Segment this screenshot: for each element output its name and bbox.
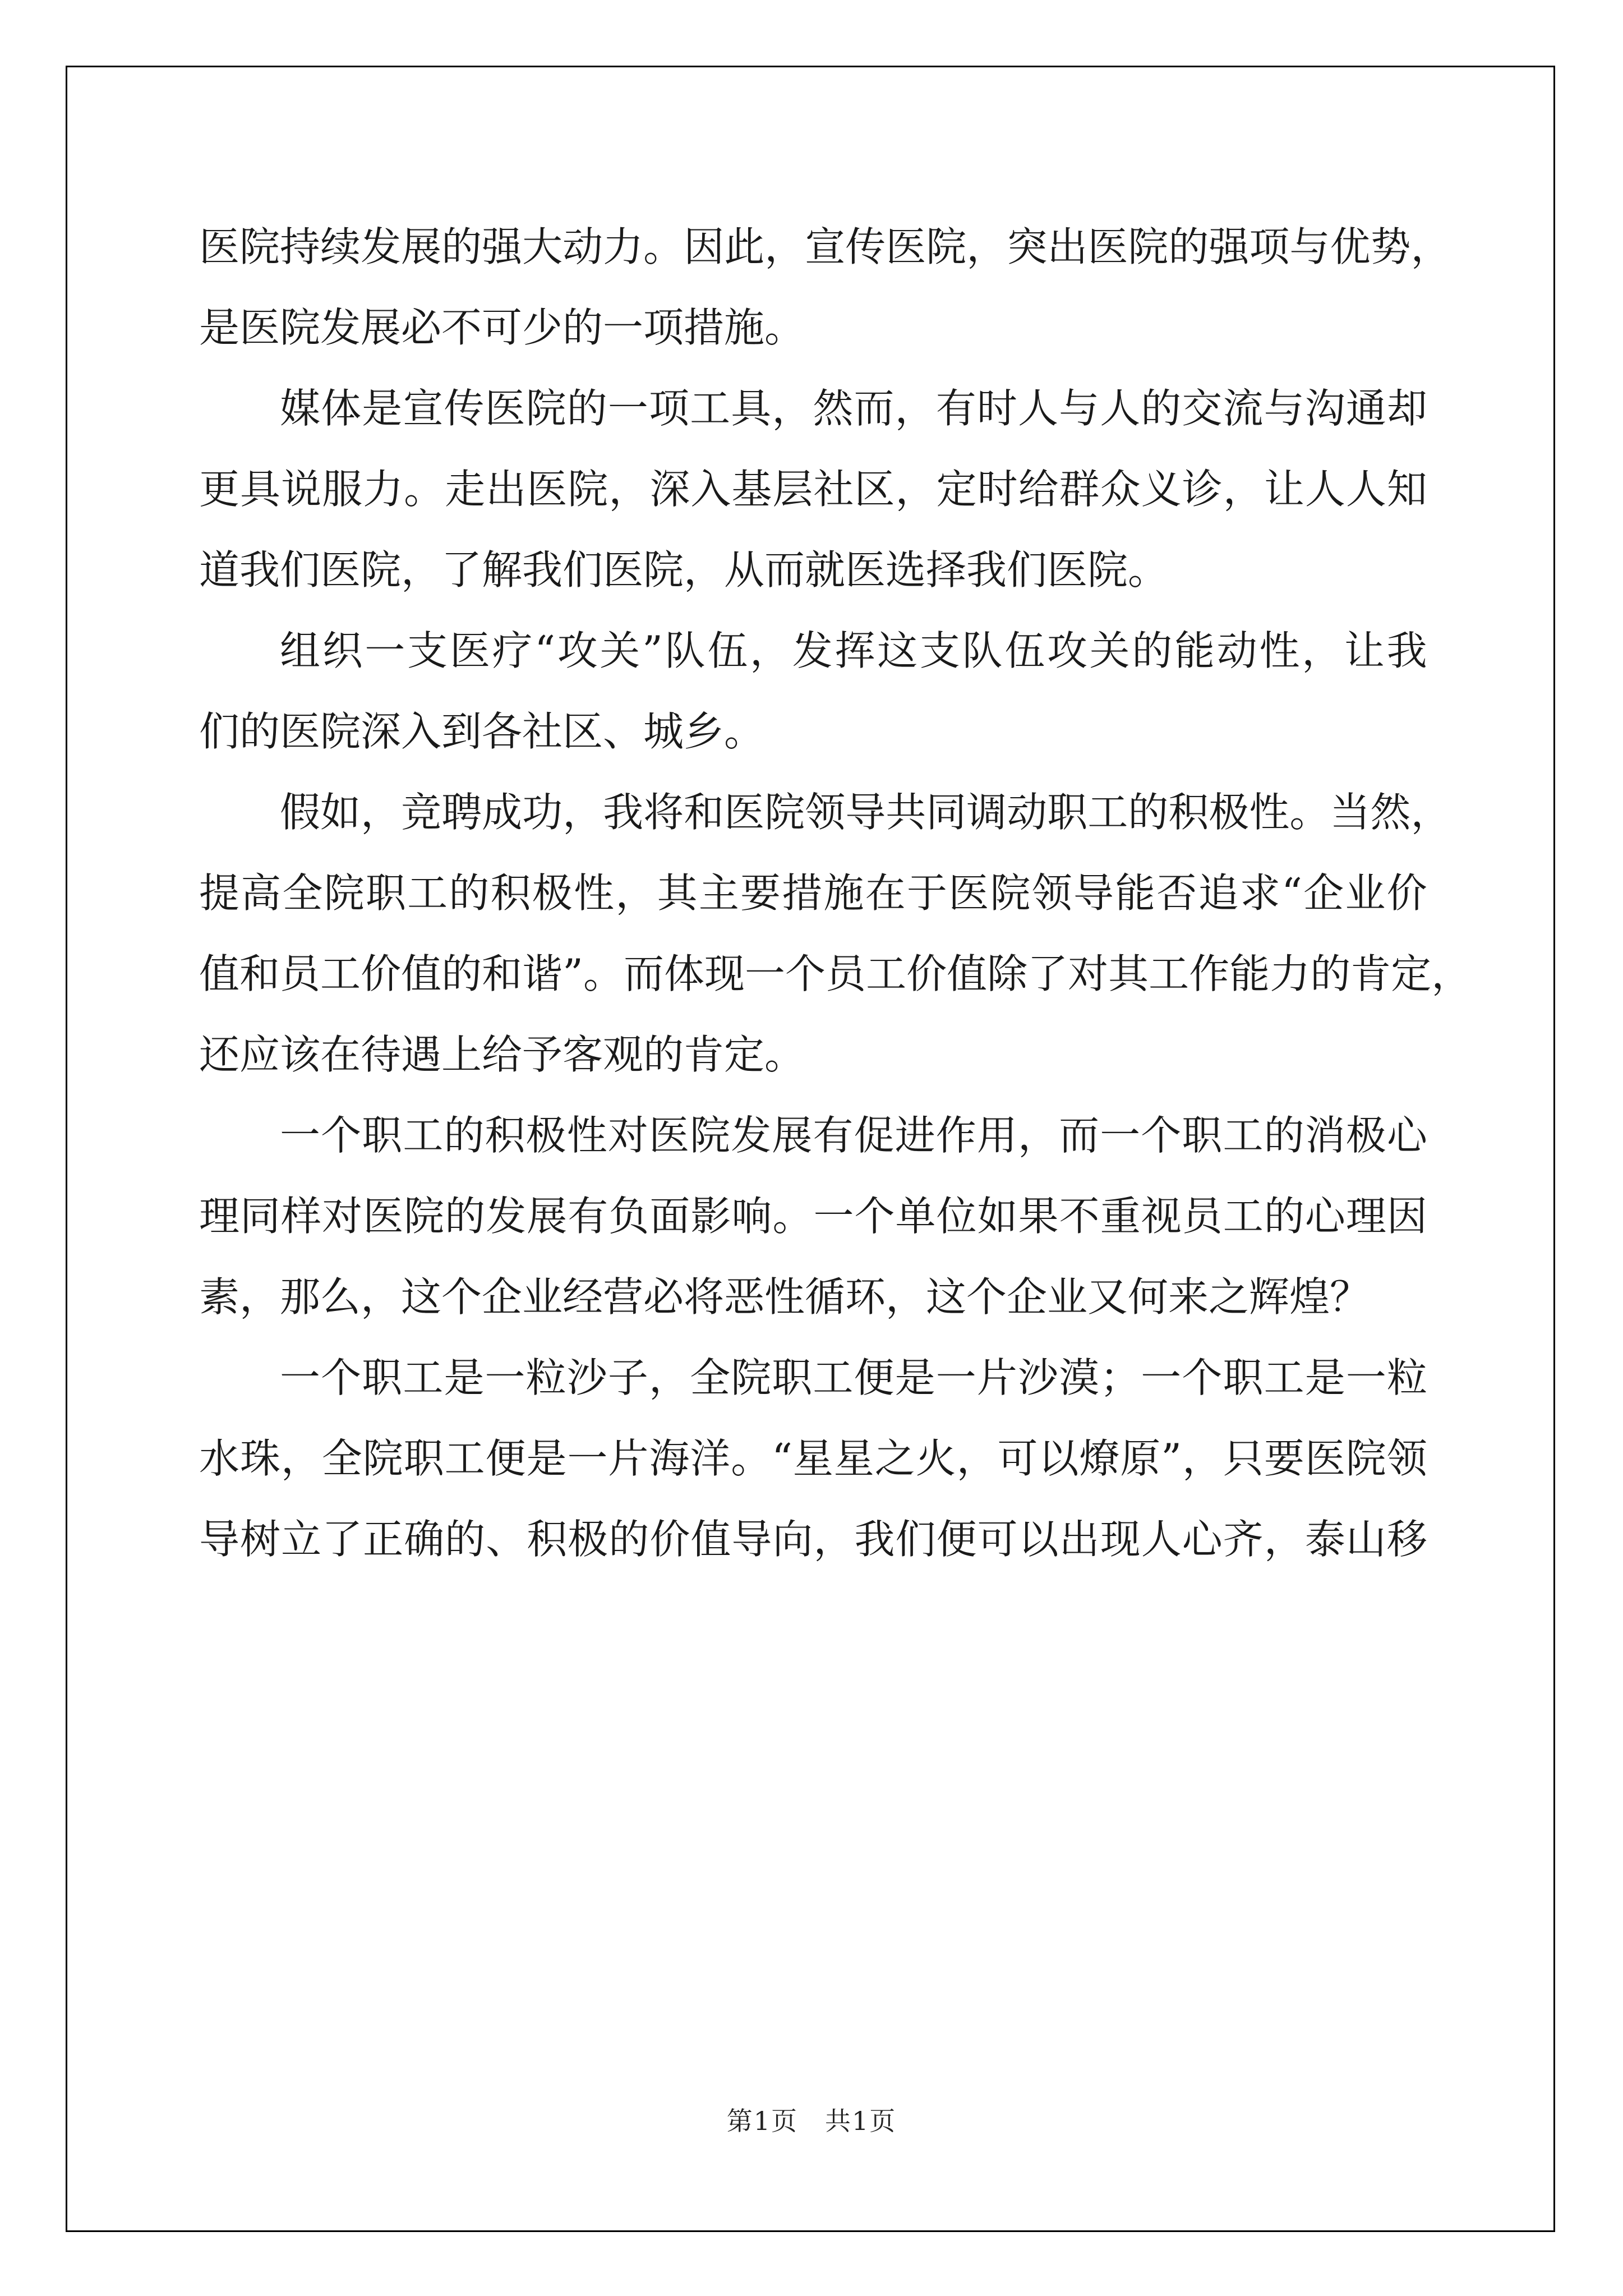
text-line: 们的医院深入到各社区、城乡。 [199, 708, 765, 755]
page-footer: 第1页 共1页 [726, 2106, 897, 2136]
text-line: 素，那么，这个企业经营必将恶性循环，这个企业又何来之辉煌？ [199, 1273, 1371, 1320]
text-line: 医 院 持 续 发 展 的 强 大 动 力 。 因 此 ， 宣 传 医 院 ， 突 出 医 院 的 强 项 与 优 势 ， [199, 223, 1451, 270]
text-line: 是医院发展必不可少的一项措施。 [199, 304, 805, 351]
text-line: 值 和 员 工 价 值 的 和 谐 ” 。 而 体 现 一 个 员 工 价 值 除 了 对 其 工 作 能 力 的 肯 定 ， [199, 950, 1472, 997]
text-line: 理 同 样 对 医 院 的 发 展 有 负 面 影 响 。 一 个 单 位 如 果 不 重 视 员 工 的 心 理 因 [199, 1193, 1427, 1240]
text-line: 一 个 职 工 是 一 粒 沙 子 ， 全 院 职 工 便 是 一 片 沙 漠 ； 一 个 职 工 是 一 粒 [280, 1354, 1427, 1401]
text-line: 还应该在待遇上给予客观的肯定。 [199, 1031, 805, 1078]
text-line: 道我们医院，了解我们医院，从而就医选择我们医院。 [199, 546, 1169, 593]
text-line: 一 个 职 工 的 积 极 性 对 医 院 发 展 有 促 进 作 用 ， 而 一 个 职 工 的 消 极 心 [280, 1112, 1427, 1159]
text-line: 组 织 一 支 医 疗 “ 攻 关 ” 队 伍 ， 发 挥 这 支 队 伍 攻 关 的 能 动 性 ， 让 我 [280, 627, 1427, 674]
document-body [199, 206, 1472, 1580]
text-line: 更 具 说 服 力 。 走 出 医 院 ， 深 入 基 层 社 区 ， 定 时 给 群 众 义 诊 ， 让 人 人 知 [199, 466, 1427, 513]
text-line: 水 珠 ， 全 院 职 工 便 是 一 片 海 洋 。 “ 星 星 之 火 ， 可 以 燎 原 ” ， 只 要 医 院 领 [199, 1435, 1427, 1482]
text-line: 提 高 全 院 职 工 的 积 极 性 ， 其 主 要 措 施 在 于 医 院 领 导 能 否 追 求 “ 企 业 价 [199, 869, 1427, 917]
text-line: 假 如 ， 竞 聘 成 功 ， 我 将 和 医 院 领 导 共 同 调 动 职 工 的 积 极 性 。 当 然 ， [280, 789, 1451, 836]
text-line: 导 树 立 了 正 确 的 、 积 极 的 价 值 导 向 ， 我 们 便 可 以 出 现 人 心 齐 ， 泰 山 移 [199, 1516, 1427, 1563]
text-line: 媒 体 是 宣 传 医 院 的 一 项 工 具 ， 然 而 ， 有 时 人 与 人 的 交 流 与 沟 通 却 [280, 385, 1427, 432]
